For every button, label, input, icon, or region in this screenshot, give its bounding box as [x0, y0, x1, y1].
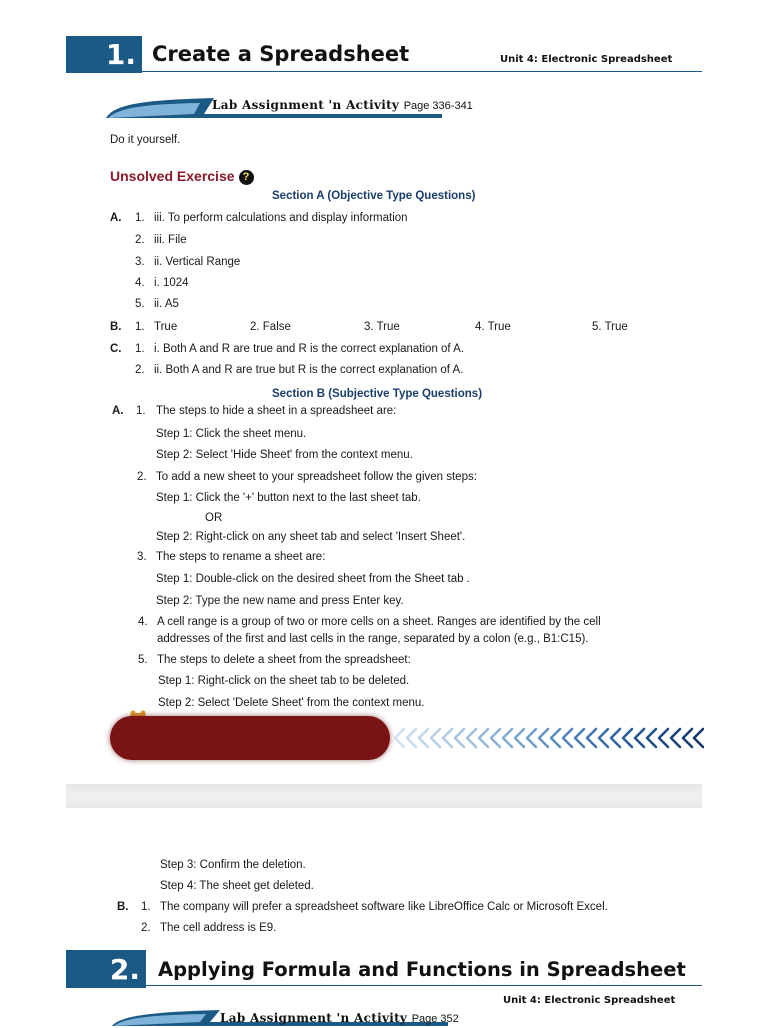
question-text: To add a new sheet to your spreadsheet follow the given steps: [156, 471, 477, 483]
step-text: Step 1: Click the sheet menu. [156, 428, 307, 440]
answer-text: iii. To perform calculations and display information [154, 212, 408, 224]
unit-label: Unit 4: Electronic Spreadsheet [503, 995, 676, 1006]
answer-number: 4. [135, 277, 145, 289]
redaction-blob [110, 716, 390, 760]
section-b-title: Section B (Subjective Type Questions) [272, 388, 483, 400]
question-text: The steps to rename a sheet are: [156, 551, 326, 563]
answer-number: 2. [135, 234, 145, 246]
question-number: 3. [137, 551, 147, 563]
answer-number: 1. [135, 212, 145, 224]
question-number: 2. [137, 471, 147, 483]
answer-text: ii. A5 [154, 298, 179, 310]
chevron-decoration [392, 726, 704, 750]
chapter-title: Create a Spreadsheet [152, 42, 410, 66]
page-separator [66, 784, 702, 808]
step-text: Step 2: Select 'Hide Sheet' from the context menu. [156, 449, 413, 461]
chapter-header-rule [146, 985, 702, 986]
answer-text: i. 1024 [154, 277, 189, 289]
chapter-number-badge [66, 36, 142, 73]
answer-text: iii. File [154, 234, 187, 246]
question-text: The steps to delete a sheet from the spreadsheet: [157, 654, 411, 666]
chapter-number-badge [66, 950, 146, 988]
step-text: Step 1: Double-click on the desired sheet from the Sheet tab . [156, 573, 470, 585]
lab-assignment-title [220, 1011, 459, 1025]
step-text: Step 2: Right-click on any sheet tab and select 'Insert Sheet'. [156, 531, 466, 543]
unit-label: Unit 4: Electronic Spreadsheet [500, 54, 673, 65]
answer-number: 3. [135, 256, 145, 268]
question-text: The steps to hide a sheet in a spreadsheet are: [156, 405, 397, 417]
part-b-letter: B. [110, 321, 122, 333]
answer-number: 2. [141, 922, 151, 934]
part-b-letter: B. [117, 901, 129, 913]
step-text: Step 3: Confirm the deletion. [160, 859, 306, 871]
answer-number: 5. [135, 298, 145, 310]
answer-number: 1. [135, 321, 145, 333]
or-text: OR [205, 512, 223, 524]
step-text: Step 2: Type the new name and press Enter key. [156, 595, 404, 607]
true-false-answer: 3. True [364, 321, 400, 333]
answer-text: ii. Both A and R are true but R is the correct explanation of A. [154, 364, 464, 376]
part-a-letter: A. [110, 212, 122, 224]
question-number: 4. [138, 616, 148, 628]
answer-text: ii. Vertical Range [154, 256, 241, 268]
true-false-answer: 4. True [475, 321, 511, 333]
answer-number: 2. [135, 364, 145, 376]
answer-number: 1. [135, 343, 145, 355]
answer-text-line: A cell range is a group of two or more cells on a sheet. Ranges are identified by the cell [157, 616, 601, 628]
answer-text: The cell address is E9. [160, 922, 277, 934]
unsolved-exercise-label: Unsolved Exercise [110, 168, 235, 184]
step-text: Step 1: Click the '+' button next to the last sheet tab. [156, 492, 421, 504]
lab-assignment-title [212, 98, 473, 112]
answer-number: 1. [141, 901, 151, 913]
part-a-letter: A. [112, 405, 124, 417]
step-text: Step 4: The sheet get deleted. [160, 880, 314, 892]
chapter-number: 1. [105, 38, 136, 71]
chapter-title: Applying Formula and Functions in Spreadsheet [158, 958, 686, 981]
true-false-answer: True [154, 321, 178, 333]
part-c-letter: C. [110, 343, 122, 355]
step-text: Step 1: Right-click on the sheet tab to be deleted. [158, 675, 410, 687]
step-text: Step 2: Select 'Delete Sheet' from the context menu. [158, 697, 425, 709]
lab-title-text: Lab Assignment 'n Activity [212, 98, 400, 112]
question-number: 5. [138, 654, 148, 666]
section-a-title: Section A (Objective Type Questions) [272, 190, 476, 202]
question-icon: ? [239, 170, 254, 185]
question-number: 1. [136, 405, 146, 417]
answer-text: The company will prefer a spreadsheet software like LibreOffice Calc or Microsoft Excel. [160, 901, 608, 913]
lab-page-ref: Page 336-341 [403, 100, 473, 112]
answer-text: i. Both A and R are true and R is the correct explanation of A. [154, 343, 465, 355]
lab-title-text: Lab Assignment 'n Activity [220, 1011, 408, 1025]
intro-text: Do it yourself. [110, 134, 181, 146]
true-false-answer: 5. True [592, 321, 628, 333]
answer-text-line: addresses of the first and last cells in the range, separated by a colon (e.g., B1:C15). [157, 633, 589, 645]
lab-page-ref: Page 352 [411, 1013, 459, 1025]
chapter-number: 2. [109, 952, 140, 986]
chapter-header-rule [142, 71, 702, 72]
true-false-answer: 2. False [250, 321, 291, 333]
unsolved-exercise-heading [110, 168, 254, 185]
